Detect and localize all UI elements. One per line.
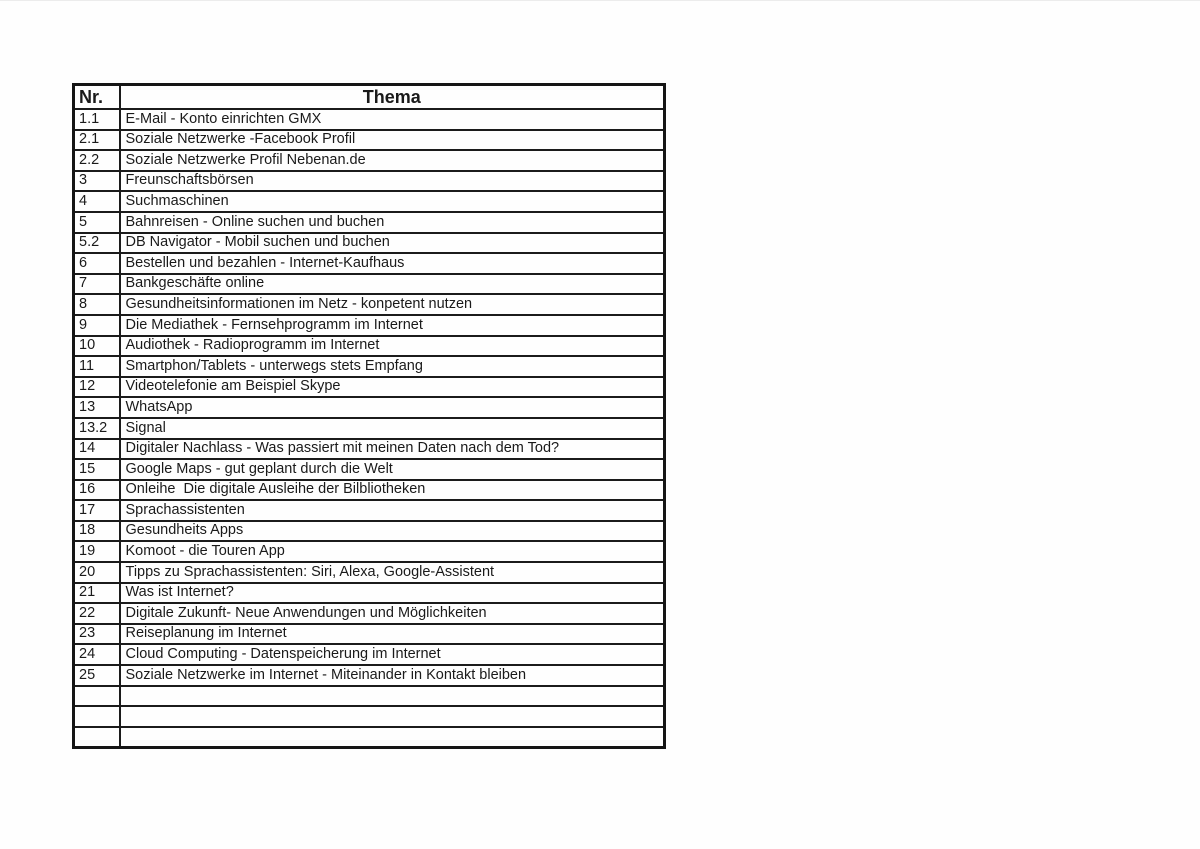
table-row: [74, 274, 665, 295]
table-row: [74, 459, 665, 480]
row-number-cell: 1.1: [74, 109, 120, 130]
row-thema-cell: [120, 686, 665, 707]
row-number-cell: 25: [74, 665, 120, 686]
row-number-cell: 8: [74, 294, 120, 315]
table-row: [74, 706, 665, 727]
row-number-cell: 5.2: [74, 233, 120, 254]
table-row: [74, 150, 665, 171]
table-row: [74, 377, 665, 398]
row-number-cell: 14: [74, 439, 120, 460]
row-number-cell: 2.2: [74, 150, 120, 171]
row-thema-cell: Soziale Netzwerke -Facebook Profil: [120, 130, 665, 151]
row-number-cell: 13.2: [74, 418, 120, 439]
topics-table-body: [74, 109, 665, 748]
row-thema-cell: Gesundheitsinformationen im Netz - konpetent nutzen: [120, 294, 665, 315]
row-number-cell: 12: [74, 377, 120, 398]
row-number-cell: [74, 706, 120, 727]
row-thema-cell: Videotelefonie am Beispiel Skype: [120, 377, 665, 398]
row-thema-cell: Bahnreisen - Online suchen und buchen: [120, 212, 665, 233]
table-row: [74, 171, 665, 192]
table-row: [74, 644, 665, 665]
row-thema-cell: Suchmaschinen: [120, 191, 665, 212]
row-thema-cell: Reiseplanung im Internet: [120, 624, 665, 645]
row-number-cell: 24: [74, 644, 120, 665]
table-row: [74, 356, 665, 377]
table-row: [74, 562, 665, 583]
table-row: [74, 212, 665, 233]
row-number-cell: [74, 686, 120, 707]
table-row: [74, 336, 665, 357]
row-number-cell: 11: [74, 356, 120, 377]
row-number-cell: 22: [74, 603, 120, 624]
table-row: [74, 294, 665, 315]
table-row: [74, 233, 665, 254]
row-number-cell: 3: [74, 171, 120, 192]
row-number-cell: 4: [74, 191, 120, 212]
row-thema-cell: Freunschaftsbörsen: [120, 171, 665, 192]
row-thema-cell: WhatsApp: [120, 397, 665, 418]
row-thema-cell: Google Maps - gut geplant durch die Welt: [120, 459, 665, 480]
table-row: [74, 439, 665, 460]
table-row: [74, 418, 665, 439]
topics-table: [72, 83, 666, 749]
row-number-cell: 6: [74, 253, 120, 274]
row-thema-cell: Cloud Computing - Datenspeicherung im Internet: [120, 644, 665, 665]
table-row: [74, 624, 665, 645]
row-thema-cell: Signal: [120, 418, 665, 439]
row-number-cell: 19: [74, 541, 120, 562]
row-number-cell: 5: [74, 212, 120, 233]
row-thema-cell: Onleihe Die digitale Ausleihe der Bilbliotheken: [120, 480, 665, 501]
column-header-thema: Thema: [120, 85, 665, 110]
row-thema-cell: Smartphon/Tablets - unterwegs stets Empfang: [120, 356, 665, 377]
row-thema-cell: [120, 727, 665, 748]
table-row: [74, 521, 665, 542]
row-thema-cell: Was ist Internet?: [120, 583, 665, 604]
header-row: [74, 85, 665, 110]
row-number-cell: 15: [74, 459, 120, 480]
table-row: [74, 583, 665, 604]
row-number-cell: 9: [74, 315, 120, 336]
row-thema-cell: Sprachassistenten: [120, 500, 665, 521]
row-number-cell: 7: [74, 274, 120, 295]
row-number-cell: 18: [74, 521, 120, 542]
table-row: [74, 665, 665, 686]
table-row: [74, 603, 665, 624]
row-thema-cell: E-Mail - Konto einrichten GMX: [120, 109, 665, 130]
row-thema-cell: Bankgeschäfte online: [120, 274, 665, 295]
row-thema-cell: Gesundheits Apps: [120, 521, 665, 542]
row-thema-cell: Komoot - die Touren App: [120, 541, 665, 562]
table-header: [74, 85, 665, 110]
table-row: [74, 130, 665, 151]
row-number-cell: 13: [74, 397, 120, 418]
row-thema-cell: [120, 706, 665, 727]
table-row: [74, 541, 665, 562]
row-number-cell: 2.1: [74, 130, 120, 151]
table-row: [74, 500, 665, 521]
row-thema-cell: Soziale Netzwerke im Internet - Miteinander in Kontakt bleiben: [120, 665, 665, 686]
table-row: [74, 191, 665, 212]
row-thema-cell: Die Mediathek - Fernsehprogramm im Internet: [120, 315, 665, 336]
row-thema-cell: Soziale Netzwerke Profil Nebenan.de: [120, 150, 665, 171]
row-thema-cell: Audiothek - Radioprogramm im Internet: [120, 336, 665, 357]
row-number-cell: 10: [74, 336, 120, 357]
table-row: [74, 727, 665, 748]
row-thema-cell: Digitaler Nachlass - Was passiert mit meinen Daten nach dem Tod?: [120, 439, 665, 460]
row-thema-cell: Bestellen und bezahlen - Internet-Kaufhaus: [120, 253, 665, 274]
row-number-cell: 23: [74, 624, 120, 645]
row-number-cell: [74, 727, 120, 748]
table-row: [74, 480, 665, 501]
table-row: [74, 397, 665, 418]
table-row: [74, 686, 665, 707]
row-number-cell: 20: [74, 562, 120, 583]
column-header-nr: Nr.: [74, 85, 120, 110]
table-row: [74, 315, 665, 336]
row-number-cell: 21: [74, 583, 120, 604]
row-thema-cell: Digitale Zukunft- Neue Anwendungen und Möglichkeiten: [120, 603, 665, 624]
row-thema-cell: Tipps zu Sprachassistenten: Siri, Alexa, Google-Assistent: [120, 562, 665, 583]
row-number-cell: 17: [74, 500, 120, 521]
row-number-cell: 16: [74, 480, 120, 501]
table-row: [74, 109, 665, 130]
row-thema-cell: DB Navigator - Mobil suchen und buchen: [120, 233, 665, 254]
table-row: [74, 253, 665, 274]
